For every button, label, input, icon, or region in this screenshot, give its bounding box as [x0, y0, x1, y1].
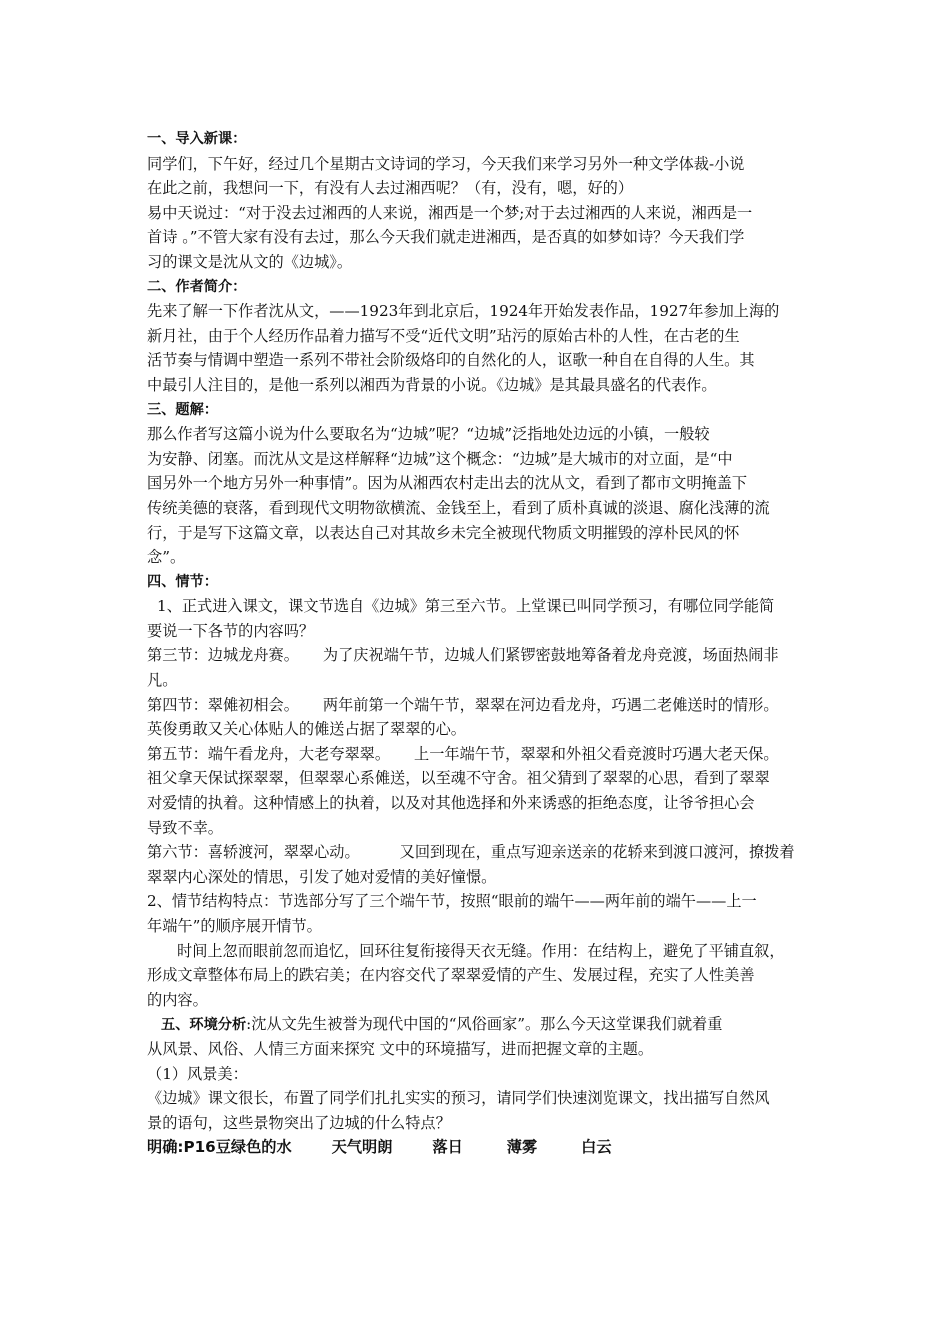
- section-heading-environment: 五、环境分析: [161, 1017, 247, 1034]
- paragraph-line: 时间上忽而眼前忽而追忆，回环往复衔接得天衣无缝。作用：在结构上，避免了平铺直叙，: [177, 941, 785, 960]
- section-text: 两年前第一个端午节，翠翠在河边看龙舟，巧遇二老傩送时的情形。: [322, 695, 779, 714]
- answer-prefix: 明确:: [147, 1138, 184, 1157]
- paragraph-line: 英俊勇敢又关心体贴人的傩送占据了翠翠的心。: [147, 720, 466, 739]
- paragraph-line: 国另外一个地方另外一种事情”。因为从湘西农村走出去的沈从文，看到了都市文明掩盖下: [147, 474, 748, 493]
- paragraph-line: 景的语句，这些景物突出了边城的什么特点？: [147, 1113, 451, 1132]
- section-text: 又回到现在，重点写迎亲送亲的花轿来到渡口渡河，撩拨着: [399, 843, 795, 862]
- paragraph-line: 易中天说过：“对于没去过湘西的人来说，湘西是一个梦;对于去过湘西的人来说，湘西是一: [147, 203, 753, 222]
- paragraph-line: 传统美德的衰落，看到现代文明物欲横流、金钱至上，看到了质朴真诚的淡退、腐化浅薄的流: [147, 498, 770, 517]
- section-text: :沈从文先生被誉为现代中国的“风俗画家”。那么今天这堂课我们就着重: [246, 1015, 723, 1034]
- section-heading-author: 二、作者简介：: [147, 278, 247, 295]
- section-heading-intro: 一、导入新课：: [147, 131, 247, 147]
- subheading-scenery: （1）风景美：: [147, 1064, 248, 1083]
- section-label: 第三节：边城龙舟赛。: [147, 646, 299, 665]
- section-heading-title-explain: 三、题解：: [147, 401, 218, 418]
- paragraph-line: 导致不幸。: [147, 818, 223, 837]
- answer-item: 薄雾: [506, 1138, 538, 1157]
- paragraph-line: 要说一下各节的内容吗？: [147, 621, 315, 640]
- section-label: 第五节：端午看龙舟，大老夸翠翠。: [147, 744, 390, 763]
- answer-item: 白云: [581, 1138, 612, 1157]
- paragraph-line: 祖父拿天保试探翠翠，但翠翠心系傩送，以至魂不守舍。祖父猜到了翠翠的心思，看到了翠翠: [147, 769, 770, 788]
- answer-item: P16豆绿色的水: [183, 1138, 292, 1157]
- answer-item: 天气明朗: [331, 1138, 393, 1157]
- paragraph-line: 先来了解一下作者沈从文，——1923年到北京后，1924年开始发表作品，1927年参加上海的: [147, 302, 780, 321]
- paragraph-line: 年端午”的顺序展开情节。: [147, 917, 322, 935]
- list-item-line: 2、情节结构特点：节选部分写了三个端午节，按照“眼前的端午——两年前的端午——上一: [147, 892, 757, 911]
- section-summary-6: [147, 840, 827, 865]
- answer-line: [147, 1135, 827, 1160]
- section-summary-4: [147, 693, 827, 718]
- paragraph-line: 凡。: [147, 671, 178, 690]
- paragraph-line: 形成文章整体布局上的跌宕美；在内容交代了翠翠爱情的产生、发展过程，充实了人性美善: [147, 966, 755, 985]
- answer-item: 落日: [432, 1138, 463, 1157]
- paragraph-line: 行，于是写下这篇文章，以表达自己对其故乡未完全被现代物质文明摧毁的淳朴民风的怀: [147, 523, 740, 542]
- paragraph-line: 活节奏与情调中塑造一系列不带社会阶级烙印的自然化的人，讴歌一种自在自得的人生。其: [147, 351, 755, 370]
- paragraph-line: 《边城》课文很长，布置了同学们扎扎实实的预习，请同学们快速浏览课文，找出描写自然风: [147, 1089, 770, 1108]
- paragraph-line: 同学们，下午好，经过几个星期古文诗词的学习，今天我们来学习另外一种文学体裁-小说: [147, 154, 745, 173]
- paragraph-line: 为安静、闭塞。而沈从文是这样解释“边城”这个概念：“边城”是大城市的对立面，是“中: [147, 449, 733, 468]
- section-heading-environment-line: [147, 1012, 827, 1037]
- section-heading-plot: 四、情节：: [147, 573, 218, 590]
- lesson-plan-content: [147, 127, 827, 1160]
- paragraph-line: 首诗 。”不管大家有没有去过，那么今天我们就走进湘西，是否真的如梦如诗？今天我们学: [147, 228, 745, 247]
- paragraph-line: 在此之前，我想问一下，有没有人去过湘西呢？（有，没有，嗯，好的）: [147, 179, 633, 198]
- section-summary-5: [147, 742, 827, 767]
- list-item-line: 1、正式进入课文，课文节选自《边城》第三至六节。上堂课已叫同学预习，有哪位同学能简: [157, 597, 775, 616]
- section-label: 第四节：翠傩初相会。: [147, 695, 299, 714]
- paragraph-line: 中最引人注目的，是他一系列以湘西为背景的小说。《边城》是其最具盛名的代表作。: [147, 375, 717, 394]
- paragraph-line: 的内容。: [147, 990, 208, 1009]
- section-text: 上一年端午节，翠翠和外祖父看竞渡时巧遇大老天保。: [414, 744, 779, 763]
- section-text: 为了庆祝端午节，边城人们紧锣密鼓地筹备着龙舟竞渡，场面热闹非: [322, 646, 779, 665]
- paragraph-line: 那么作者写这篇小说为什么要取名为“边城”呢？“边城”泛指地处边远的小镇，一般较: [147, 425, 710, 444]
- paragraph-line: 习的课文是沈从文的《边城》。: [147, 252, 353, 271]
- paragraph-line: 从风景、风俗、人情三方面来探究 文中的环境描写，进而把握文章的主题。: [147, 1039, 654, 1058]
- paragraph-line: 新月社，由于个人经历作品着力描写不受“近代文明”玷污的原始古朴的人性，在古老的生: [147, 326, 740, 345]
- paragraph-line: 翠翠内心深处的情思，引发了她对爱情的美好憧憬。: [147, 867, 497, 886]
- section-summary-3: [147, 643, 827, 668]
- section-label: 第六节：喜轿渡河，翠翠心动。: [147, 843, 360, 862]
- paragraph-line: 对爱情的执着。这种情感上的执着，以及对其他选择和外来诱惑的拒绝态度，让爷爷担心会: [147, 794, 755, 813]
- paragraph-line: 念”。: [147, 548, 186, 567]
